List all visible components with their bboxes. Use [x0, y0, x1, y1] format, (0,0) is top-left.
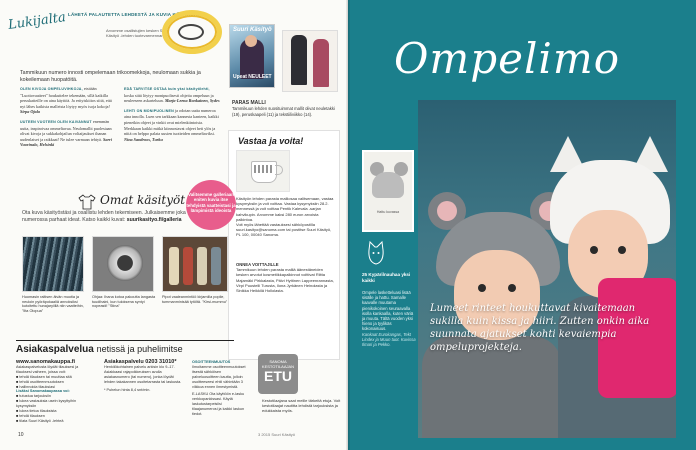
- subscriber-benefit-text: Kestotilaajana saat meille tärkeitä etuja. Voit kestotilaajat nautitta lehdistä tarjouksista ja edukkaista myös.: [262, 398, 341, 413]
- pattern-description: Ompele lasketteluasi lisää sisälle ja hattu. Samalle kaavalle muutama pienikokoinen seuraavalla isolla kankaalla, kuten väriä ja muuta. Tältä vuoden yksi hieno ja tyylikäs kokonaisuus. Kankaat Eurokangas, Tekt Lindex ja Muun tuot. Kuvissa Ilmari ja Pekko.: [362, 290, 416, 348]
- service-phone: Asiakaspalvelu 0203 31010*: [104, 359, 177, 365]
- gallery-link[interactable]: suurikasityo.fi/galleria: [126, 216, 182, 223]
- subscriber-benefit-badge: SANOMA KESTOTILAAJAN ETU: [258, 354, 298, 394]
- magazine-cover-title: Suuri Käsityö: [233, 27, 272, 33]
- hat-shape: [183, 247, 193, 285]
- section-title: Lukijalta: [7, 10, 67, 33]
- craft-photo-hats: [162, 236, 228, 292]
- photo-caption-1: Huomasin raitisen äivän muotia ja neuloin pyöräpokaaliä annoksiksi kutoitettu hunajaryiillä niin vaatteihin, "Ilta Olopua": [22, 295, 84, 313]
- customer-service-web: www.sanomakauppa.fi Asiakaspalvelusta löydät tilauksesi ja tilauksesi vaiheen, joissa voit: ■ tehdä tilauksen tai muuttaa sitä ■ tehdä osoitteenmuutoksen ■ hallinnoida tilauksiasi Lisäksi Sanomakaupassa voi: ■ tutustua tarjouksiin ■ lukea vastauksia usein kysyttyihin kysymyksiin ■ lukea tietoa tilauksista ■ tehdä tilauksen ■ tilata Suuri Käsityö -lehteä: [16, 360, 90, 424]
- answer-and-win-title: Vastaa ja voita!: [238, 136, 304, 146]
- photo-caption-2: Ohjaa: Ihana kotoa pakoutta langasta tuudihaini, kun tuloksena syntyi nopeasti! "Stina": [92, 295, 156, 309]
- model-dark-outfit: [291, 35, 307, 85]
- reader-letters: [20, 86, 222, 178]
- fashion-photo: [282, 30, 338, 92]
- hat-shape: [169, 247, 179, 285]
- model-red-outfit: [313, 39, 329, 87]
- footer-issue: 3 2015 Suuri Käsityö: [258, 432, 295, 437]
- shirt-icon: [78, 194, 96, 210]
- kids-photo: [418, 100, 676, 438]
- hat-sample: [372, 172, 404, 198]
- cup-pattern: [254, 165, 274, 173]
- page-fold: [346, 0, 350, 450]
- eye: [478, 284, 486, 292]
- letters-column-left: [20, 86, 116, 152]
- address-change: OSOITTEENMUUTOS Ilmoitamme osoitteenmuutokset itsestä sähköisen palveluosoitteen kautta, jolloin osoitteeseesi ehtii vähintään 3 viikkoa ennen ilmestymistä. E-LASKU Ota käyttöön e-lasku verkkopankissasi. Käytä laskutustarpeisiisi tilaajanumerosi ja kaikki laskun tiedot.: [192, 360, 246, 417]
- craft-photo-knit: [22, 236, 84, 292]
- divider: [16, 340, 234, 341]
- hat-shape: [211, 247, 221, 285]
- page-number: 10: [18, 432, 24, 438]
- pattern-photo-label: Hattu kuvassa: [376, 210, 400, 214]
- own-crafts-text: Ota kuva käsityöstäsi ja osallistu lehden tekemiseen. Julkaisemme joka numerossa parhaat ideat. Katso kaikki kuvat: suurikasityo.fi/galleria: [22, 210, 186, 223]
- feedback-tag: LÄHETÄ PALAUTETTA LEHDESTÄ JA KUVIA KÄSITÖISTÄ!: [68, 12, 204, 17]
- magazine-cover-image: [229, 24, 275, 88]
- cat-face-icon: [366, 240, 386, 268]
- hat-shape: [197, 247, 207, 285]
- cover-model-face: [245, 35, 257, 47]
- letter: OLEN KIVOJA OMPELUVIHKOJA, etsitään "Luottovaatteet" houkuttelee tekemään, sillä kaikilla peruskatteille on aina käyttöä. Ja erityiskiitos siitä, että nyt lähes kaikista malleista löytyy myös isoja kokoja! Sirpa Ojala: [20, 86, 112, 115]
- letter: UUTEEN VUOTEEN OLEN KAIVANNUT enemmän uutta, inspiroivaa ommeltavaa. Neulomallit puolestaan olivat kivoja ja sukkakohjailun voltaijaukset ihanan uudenlaiset ja raikkaat! Ne tulee varmaan tehtyä. Sarri Vuorinalo, Helsinki: [20, 118, 112, 148]
- prize-cup-image: [236, 150, 290, 192]
- customer-service-phone: Asiakaspalvelu 0203 31010* Henkilökohtainen palvelu arkisin klo 9–17. Asiakkaasi rajapoikkeuksen avulla asiakasnumero (tai numero), jonka löydät lehden takakannen osoitetarrasta tai laskusta. * Puhelun hinta 8,4 snt/min.: [104, 360, 186, 392]
- eye: [508, 284, 516, 292]
- tape-measure-inner: [178, 24, 204, 40]
- photo-caption-3: Pipot vaaleanmintöö kirjamilla poplie, tummanminisää tytöltä. "Kirsi-mummu": [162, 295, 228, 304]
- tape-caption: Arvomme osallistujien kesken Suuri Käsityö -lehden tuotevarmennan.: [106, 28, 170, 38]
- webshop-link[interactable]: www.sanomakauppa.fi: [16, 359, 76, 365]
- feature-quote: Lumeet rinteet houkuttavat kivaitemaan sukilla kuin kissa ja hiiri. Zutten onkin aika suunnata ajatukset kohti kevaiempia ompeluprojekteja.: [430, 303, 650, 353]
- scarf-shape: [107, 245, 143, 281]
- right-page-title: Ompelimo: [394, 34, 620, 83]
- answer-and-win-text: Käsityön lehden parasta malliosaa valitsemaan, vastaa kysymyksiin ja voit voittaa. Vastaa kysymyksiin 28.2. mennessä ja voit voittaa Pentik Kalevala -sarjan kahvikupin. Arvomme kaksi 280 euron arvoista palkintoa. Voit myös lähettää vastauksesi sähköpostilla suuri.kasityo@sanoma.com tai postitse Suuri Käsityö, PL 100, 00040 Sanoma.: [236, 196, 334, 238]
- magazine-cover-badge: Upeat NEULEET: [233, 74, 272, 80]
- pattern-label: 25 Kypärilnauhaa yksi kaikki: [362, 272, 411, 283]
- cup-handle: [275, 165, 283, 175]
- craft-photo-scarf: [92, 236, 154, 292]
- gallery-badge: Valitsemme galleriaan eniten kuvia itse tehdyistä vaatteistasi ja lämpimistä ideoista: [186, 180, 236, 230]
- customer-service-title: Asiakaspalvelua netissä ja puhelimitse: [16, 344, 183, 355]
- eye: [590, 246, 598, 254]
- intro-text: Tammikuun numero innosti ompelemaan trikoomekkoja, neulomaan sukkia ja kokeilemaan huopatöitä.: [20, 70, 201, 83]
- letter: EDÄ TARVITSE OSTAA kuin yksi käsityölehti, koska siitä löytyy monipuolisesti ohjeita ompeluun ja neuleeseen askarteluun. Marja-Leena Ronkainen, Sydes: [124, 87, 220, 104]
- pattern-photo: [362, 150, 414, 232]
- best-pattern-caption: PARAS MALLI Tammikuun lehden suosituimmat mallit olivat neuletakki (19), peruskaapeli (11) ja tekstiiliviikko (14).: [232, 100, 335, 117]
- letters-column-right: [124, 86, 220, 146]
- letter: LEHTI ON MONIPUOLINEN ja odotan uutta numeroa aina innolla. Luen sen tarkkaan kannesta kanteen, kaikki pienetkin ohjeet ja vinkit ovat mielenkiintoisia. Merkkaan kaikki mitkä kiinnostavat ohjeet heti ylös ja niitä on helppo palata uusien tuotteiden ommeltaviksi. Nina Sandroos, Turku: [124, 107, 219, 142]
- own-crafts-title: Omat käsityöt: [100, 193, 186, 207]
- credits: Kankaat Eurokangas, Tekt Lindex ja Muun tuot. Kuvissa Ilmari ja Pekko.: [362, 331, 416, 348]
- eye: [618, 246, 626, 254]
- winners-section: ONNEA VOITTAJILLE Tammikuun lehden parasta malliä äänestäneiden kesken arvotut kosmetiikkapalkinnot voittivat Riitta Majamäki Pirkkalasta, Päivi Hyttinen Lappeenrannasta, Virpi Puustelli Turusta, Ilona Jyrkänen Heinolasta ja Sinikka Heikkilä Hollolasta.: [236, 262, 334, 294]
